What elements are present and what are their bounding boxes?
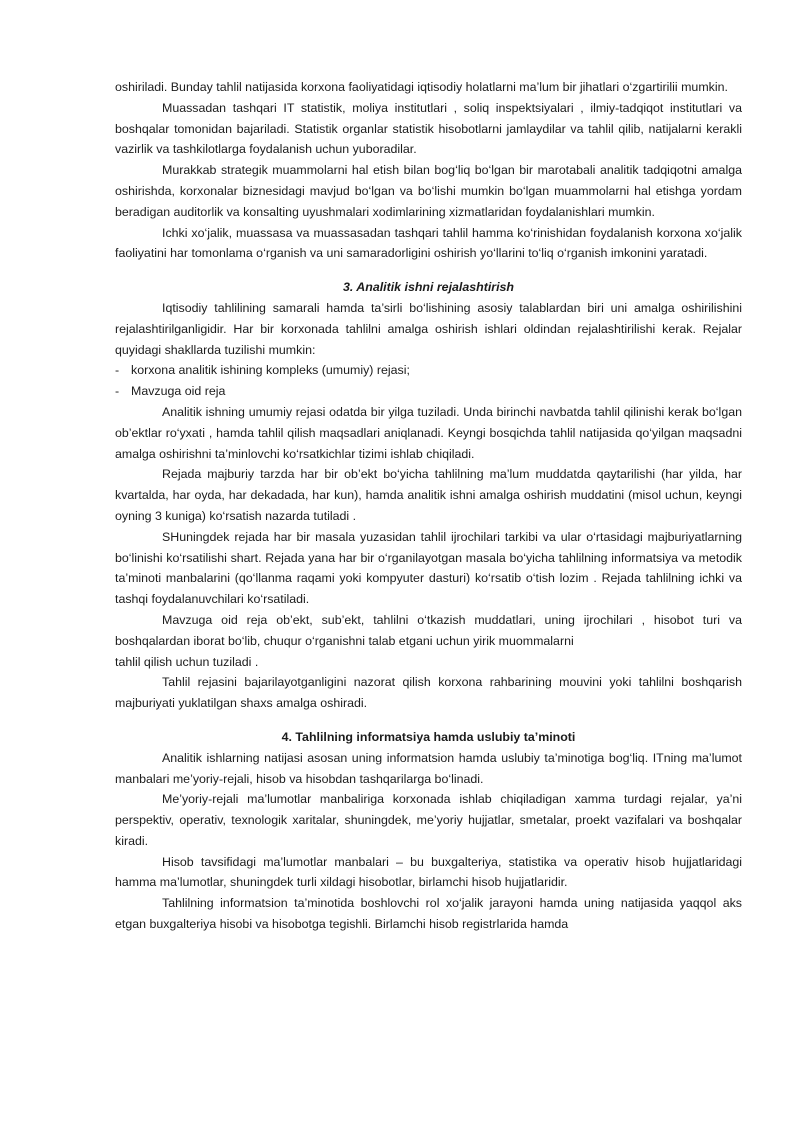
document-page: [115, 77, 742, 935]
paragraph: Me’yoriy-rejali ma’lumotlar manbaliriga korxonada ishlab chiqiladigan xamma turdagi rejalar, ya’ni perspektiv, operativ, texnologik xaritalar, shuningdek, me’yoriy hujjatlar, smetalar, proekt vazifalari va boshqalar kiradi.: [115, 792, 742, 848]
paragraph: Analitik ishlarning natijasi asosan uning informatsion hamda uslubiy ta’minotiga bog‘liq. ITning ma’lumot manbalari me’yoriy-rejali, hisob va hisobdan tashqarilarga bo‘linadi.: [115, 750, 742, 786]
paragraph: Rejada majburiy tarzda har bir ob’ekt bo‘yicha tahlilning ma’lum muddatda qaytarilishi (har yilda, har kvartalda, har oyda, har dekadada, har kun), hamda analitik ishni amalga oshirish muddatini (misol uchun, keyngi oyning 3 kuniga) ko‘rsatish nazarda tutiladi .: [115, 467, 742, 523]
paragraph: Murakkab strategik muammolarni hal etish bilan bog‘liq bo‘lgan bir marotabali analitik tadqiqotni amalga oshirishda, korxonalar biznesidagi mavjud bo‘lgan va bo‘lishi mumkin bo‘lgan muammolarni hal etishga yordam beradigan auditorlik va konsalting uyushmalari xodimlarining xizmatlaridan foydalanishlari mumkin.: [115, 163, 742, 219]
list-item-text: korxona analitik ishining kompleks (umumiy) rejasi;: [131, 363, 410, 378]
list-dash: -: [115, 363, 120, 378]
section-heading: 3. Analitik ishni rejalashtirish: [342, 280, 514, 295]
paragraph: Muassadan tashqari IT statistik, moliya institutlari , soliq inspektsiyalari , ilmiy-tadqiqot institutlari va boshqalar tomonidan bajariladi. Statistik organlar statistik hisobotlarni jamlaydilar va tahlil qilib, natijalarni kerakli vazirlik va tashkilotlarga foydalanish uchun yuboradilar.: [115, 100, 742, 157]
paragraph: Tahlilning informatsion ta’minotida boshlovchi rol xo‘jalik jarayoni hamda uning natijasida yaqqol aks etgan buxgalteriya hisobi va hisobotga tegishli. Birlamchi hisob registrlarida hamda: [115, 896, 742, 932]
paragraph: Tahlil rejasini bajarilayotganligini nazorat qilish korxona rahbarining mouvini yoki tahlilni boshqarish majburiyati yuklatilgan shaxs amalga oshiradi.: [115, 675, 742, 711]
paragraph: SHuningdek rejada har bir masala yuzasidan tahlil ijrochilari tarkibi va ular o‘rtasidagi majburiyatlarning bo‘linishi ko‘rsatilishi shart. Rejada yana har bir o‘rganilayotgan masala bo‘yicha tahlilning informatsiya va metodik ta’minoti manbalarini (qo‘llanma raqami yoki kompyuter dasturi) ko‘rsatib o‘tish lozim . Rejada tahlilning ichki va tashqi foydalanuvchilari ko‘rsatiladi.: [115, 529, 742, 607]
list-item: [115, 360, 742, 381]
paragraph: Iqtisodiy tahlilining samarali hamda ta’sirli bo‘lishining asosiy talablardan biri uni amalga oshirilishini rejalashtirilganligidir. Har bir korxonada tahlilni amalga oshirish ishlari oldindan rejalashtirilishi kerak. Rejalar quyidagi shakllarda tuzilishi mumkin:: [115, 300, 742, 357]
paragraph: oshiriladi. Bunday tahlil natijasida korxona faoliyatidagi iqtisodiy holatlarni ma’lum bir jihatlari o‘zgartirilii mumkin.: [115, 80, 728, 94]
section-heading: 4. Tahlilning informatsiya hamda uslubiy ta’minoti: [281, 729, 576, 744]
list-item: [115, 381, 742, 402]
paragraph: tahlil qilish uchun tuziladi .: [115, 654, 259, 669]
paragraph: Ichki xo‘jalik, muassasa va muassasadan tashqari tahlil hamma ko‘rinishidan foydalanish korxona xo‘jalik faoliyatini har tomonlama o‘rganish va uni samaradorligini oshirish yo‘llarini to‘liq o‘rganish imkonini yaratadi.: [115, 225, 742, 261]
list-dash: -: [115, 384, 120, 399]
paragraph: Mavzuga oid reja ob’ekt, sub’ekt, tahlilni o‘tkazish muddatlari, uning ijrochilari , hisobot turi va boshqalardan iborat bo‘lib, chuqur o‘rganishni talab etgani uchun yirik muommalarni: [115, 612, 742, 648]
paragraph: Hisob tavsifidagi ma’lumotlar manbalari – bu buxgalteriya, statistika va operativ hisob hujjatlaridagi hamma ma’lumotlar, shuningdek turli xildagi hisobotlar, birlamchi hisob hujjatlaridir.: [115, 854, 742, 890]
list-item-text: Mavzuga oid reja: [131, 384, 226, 399]
paragraph: Analitik ishning umumiy rejasi odatda bir yilga tuziladi. Unda birinchi navbatda tahlil qilinishi kerak bo‘lgan ob’ektlar ro‘yxati , hamda tahlil qilish maqsadlari aniqlanadi. Keyngi bosqichda tahlil natijasida qo‘yilgan maqsadni amalga oshirishni ta’minlovchi ko‘rsatkichlar tizimi ishlab chiqiladi.: [115, 404, 742, 461]
